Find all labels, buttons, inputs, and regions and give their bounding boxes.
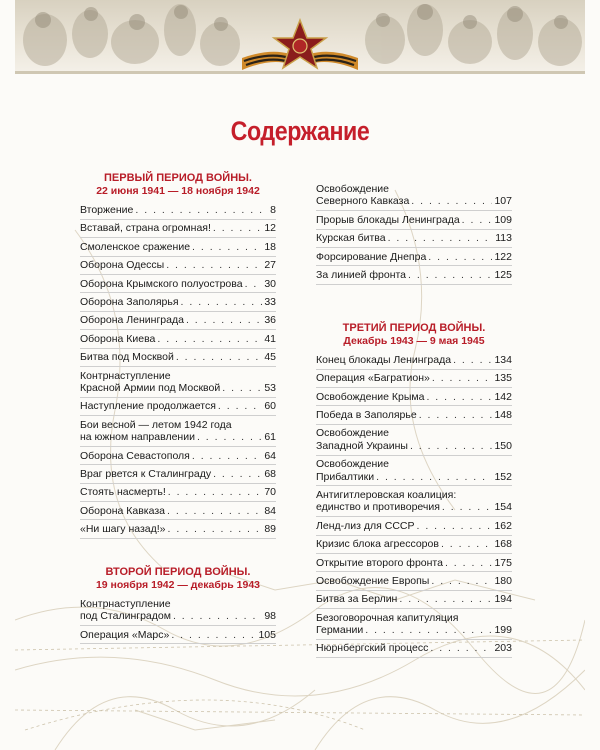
toc-left-column	[80, 172, 276, 647]
section-date-range: Декабрь 1943 — 9 мая 1945	[343, 334, 485, 347]
toc-entry[interactable]	[316, 642, 512, 658]
dot-leader	[157, 333, 262, 345]
toc-entry-row	[316, 232, 512, 244]
toc-entry[interactable]	[80, 505, 276, 521]
toc-entry[interactable]	[316, 612, 512, 640]
toc-entry-row	[316, 354, 512, 366]
toc-entry-title: «Ни шагу назад!»	[80, 523, 166, 536]
toc-entry[interactable]	[80, 296, 276, 312]
toc-entry[interactable]	[80, 351, 276, 367]
dot-leader	[176, 351, 262, 363]
toc-entry-title: Оборона Кавказа	[80, 504, 165, 517]
toc-entry-title: Оборона Ленинграда	[80, 314, 184, 327]
red-star-medal-icon	[240, 18, 360, 78]
toc-entry-title: Освобождение Европы	[316, 574, 430, 587]
toc-entry[interactable]	[316, 458, 512, 486]
toc-list-first-period	[80, 204, 276, 539]
toc-entry-row	[80, 296, 276, 308]
toc-entry[interactable]	[80, 486, 276, 502]
toc-page-number: 150	[494, 439, 512, 452]
toc-entry-title: Прибалтики	[316, 470, 375, 483]
toc-page-number: 12	[264, 222, 276, 235]
dot-leader	[399, 593, 492, 605]
toc-entry-title: Оборона Крымского полуострова	[80, 277, 243, 290]
dot-leader	[442, 501, 493, 513]
dot-leader	[411, 195, 492, 207]
toc-entry[interactable]	[316, 489, 512, 517]
dot-leader	[168, 486, 263, 498]
toc-entry-title: Кризис блока агрессоров	[316, 538, 439, 551]
dot-leader	[462, 214, 493, 226]
dot-leader	[186, 314, 262, 326]
toc-entry-row	[80, 523, 276, 535]
toc-entry-row	[316, 372, 512, 384]
toc-entry[interactable]	[80, 468, 276, 484]
toc-entry[interactable]	[80, 598, 276, 626]
toc-entry-title: под Сталинградом	[80, 610, 171, 623]
toc-entry-row	[80, 204, 276, 216]
section-date-range: 19 ноября 1942 — декабрь 1943	[95, 578, 261, 591]
toc-page-number: 142	[494, 390, 512, 403]
toc-entry[interactable]	[316, 409, 512, 425]
toc-entry-row	[316, 409, 512, 421]
toc-entry[interactable]	[80, 314, 276, 330]
dot-leader	[245, 278, 263, 290]
dot-leader	[171, 629, 256, 641]
toc-page-number: 122	[494, 250, 512, 263]
dot-leader	[410, 440, 493, 452]
toc-entry[interactable]	[80, 523, 276, 539]
toc-entry[interactable]	[316, 214, 512, 230]
toc-entry-title: Нюрнбергский процесс	[316, 642, 429, 655]
toc-entry-title: Победа в Заполярье	[316, 408, 417, 421]
toc-entry-title: на южном направлении	[80, 431, 195, 444]
toc-entry-row	[316, 557, 512, 569]
toc-entry-title: Оборона Севастополя	[80, 449, 190, 462]
toc-entry-row	[80, 278, 276, 290]
toc-entry-title: Битва за Берлин	[316, 593, 398, 606]
toc-entry-row	[316, 538, 512, 550]
toc-page-number: 125	[494, 268, 512, 281]
toc-entry-row	[316, 214, 512, 226]
toc-entry[interactable]	[80, 259, 276, 275]
toc-entry[interactable]	[316, 232, 512, 248]
dot-leader	[419, 409, 493, 421]
toc-entry[interactable]	[316, 427, 512, 455]
toc-page-number: 113	[495, 232, 512, 245]
toc-entry-title: Красной Армии под Москвой	[80, 381, 221, 394]
toc-page-number: 180	[494, 574, 512, 587]
toc-page-number: 175	[494, 556, 512, 569]
toc-entry[interactable]	[316, 251, 512, 267]
toc-entry-title: Прорыв блокады Ленинграда	[316, 213, 460, 226]
toc-page-number: 68	[264, 467, 276, 480]
toc-entry-title: Операция «Марс»	[80, 628, 170, 641]
toc-page-number: 98	[264, 610, 276, 623]
section-date-range: 22 июня 1941 — 18 ноября 1942	[96, 185, 260, 197]
dot-leader	[181, 296, 263, 308]
toc-page-number: 30	[264, 277, 276, 290]
toc-page-number: 70	[264, 486, 276, 499]
toc-entry-row	[316, 593, 512, 605]
toc-page-number: 135	[494, 372, 512, 385]
dot-leader	[166, 259, 262, 271]
toc-page-number: 107	[494, 195, 512, 208]
dot-leader	[426, 391, 492, 403]
dot-leader	[416, 520, 492, 532]
toc-entry-title: Ленд-лиз для СССР	[316, 519, 415, 532]
dot-leader	[430, 642, 492, 654]
toc-page-number: 194	[494, 593, 512, 606]
toc-page-number: 168	[494, 538, 512, 551]
toc-entry-row	[80, 486, 276, 498]
toc-entry-title-line: Освобождение	[316, 458, 389, 471]
toc-page-number: 33	[264, 295, 276, 308]
toc-entry-row	[316, 471, 512, 483]
toc-entry[interactable]	[316, 372, 512, 388]
dot-leader	[431, 575, 492, 587]
toc-page-number: 45	[264, 351, 276, 364]
toc-list-second-period-continued	[316, 183, 512, 285]
section-heading-first-period	[80, 172, 276, 198]
dot-leader	[453, 354, 492, 366]
toc-entry[interactable]	[80, 241, 276, 257]
toc-entry-row	[316, 251, 512, 263]
dot-leader	[408, 269, 492, 281]
toc-right-column	[316, 183, 512, 661]
toc-page-number: 41	[264, 332, 276, 345]
toc-entry[interactable]	[80, 400, 276, 416]
dot-leader	[197, 431, 262, 443]
toc-page-number: 105	[258, 628, 276, 641]
toc-entry[interactable]	[316, 557, 512, 573]
toc-entry-row	[80, 450, 276, 462]
toc-entry-title: Оборона Одессы	[80, 259, 165, 272]
dot-leader	[222, 382, 262, 394]
toc-entry-title: Смоленское сражение	[80, 240, 191, 253]
toc-entry-title: Вторжение	[80, 204, 134, 216]
section-title: ПЕРВЫЙ ПЕРИОД ВОЙНЫ.	[104, 172, 252, 184]
dot-leader	[173, 610, 262, 622]
toc-entry[interactable]	[316, 575, 512, 591]
toc-page-number: 60	[264, 400, 276, 413]
toc-page-number: 203	[494, 642, 512, 655]
toc-entry-title: Открытие второго фронта	[316, 556, 443, 569]
toc-entry[interactable]	[316, 269, 512, 285]
toc-page-number: 53	[264, 381, 276, 394]
toc-page-number: 148	[494, 408, 512, 421]
toc-entry-row	[316, 195, 512, 207]
toc-entry-title: Германии	[316, 624, 364, 637]
toc-entry-row	[316, 269, 512, 281]
toc-entry-row	[80, 610, 276, 622]
toc-entry-row	[316, 624, 512, 636]
dot-leader	[135, 204, 268, 216]
toc-page-number: 84	[264, 504, 276, 517]
dot-leader	[213, 468, 262, 480]
toc-entry-title: Оборона Заполярья	[80, 295, 179, 308]
toc-entry-row	[80, 431, 276, 443]
toc-page-number: 109	[494, 213, 512, 226]
dot-leader	[388, 232, 494, 244]
toc-entry-title: Враг рвется к Сталинграду	[80, 467, 212, 480]
toc-entry-title: Битва под Москвой	[80, 351, 174, 364]
toc-entry-row	[80, 241, 276, 253]
section-title: ВТОРОЙ ПЕРИОД ВОЙНЫ.	[105, 565, 251, 578]
toc-page-number: 199	[494, 624, 512, 637]
toc-entry-row	[316, 391, 512, 403]
toc-entry-title: Вставай, страна огромная!	[80, 222, 211, 235]
toc-entry[interactable]	[316, 538, 512, 554]
dot-leader	[432, 372, 493, 384]
toc-entry-title-line: Бои весной — летом 1942 года	[80, 418, 232, 431]
toc-entry[interactable]	[80, 419, 276, 447]
toc-entry-title: Конец блокады Ленинграда	[316, 353, 452, 366]
toc-entry-title: Освобождение Крыма	[316, 390, 425, 403]
toc-page-number: 162	[494, 519, 512, 532]
dot-leader	[428, 251, 492, 263]
section-title: ТРЕТИЙ ПЕРИОД ВОЙНЫ.	[342, 321, 486, 334]
toc-page-number: 61	[264, 431, 276, 444]
toc-entry[interactable]	[316, 593, 512, 609]
toc-entry-row	[80, 333, 276, 345]
dot-leader	[167, 505, 262, 517]
toc-entry[interactable]	[80, 370, 276, 398]
toc-entry-row	[80, 468, 276, 480]
toc-entry-title: Оборона Киева	[80, 332, 156, 345]
toc-entry-title-line: Освобождение	[316, 183, 389, 195]
toc-entry[interactable]	[80, 204, 276, 220]
toc-entry-row	[80, 222, 276, 234]
toc-page-number: 154	[494, 501, 512, 514]
toc-entry[interactable]	[80, 333, 276, 349]
toc-entry-title: Операция «Багратион»	[316, 372, 430, 385]
dot-leader	[168, 523, 263, 535]
dot-leader	[192, 450, 262, 462]
toc-entry-row	[80, 351, 276, 363]
toc-entry-title: Курская битва	[316, 232, 386, 245]
toc-entry-title: За линией фронта	[316, 268, 407, 281]
toc-entry[interactable]	[80, 450, 276, 466]
toc-entry-row	[80, 400, 276, 412]
toc-entry-title-line: Безоговорочная капитуляция	[316, 611, 459, 624]
toc-page-number: 36	[264, 314, 276, 327]
toc-page-number: 18	[264, 240, 276, 253]
toc-entry-title-line: Контрнаступление	[80, 369, 171, 382]
toc-entry-title-line: Антигитлеровская коалиция:	[316, 488, 457, 501]
toc-entry[interactable]	[316, 354, 512, 370]
toc-entry-row	[80, 314, 276, 326]
toc-entry-row	[316, 642, 512, 654]
toc-entry[interactable]	[316, 391, 512, 407]
toc-entry-title: Северного Кавказа	[316, 195, 410, 208]
toc-entry[interactable]	[80, 629, 276, 645]
toc-entry[interactable]	[80, 222, 276, 238]
section-heading-second-period	[80, 566, 276, 592]
toc-page-number: 27	[264, 259, 276, 272]
toc-entry-row	[80, 259, 276, 271]
toc-entry-title: Форсирование Днепра	[316, 250, 427, 263]
toc-list-third-period	[316, 354, 512, 659]
dot-leader	[218, 400, 262, 412]
toc-entry-title-line: Контрнаступление	[80, 597, 171, 610]
toc-page-number: 64	[264, 449, 276, 462]
page-title: Содержание	[230, 116, 370, 146]
toc-entry-row	[316, 440, 512, 452]
toc-entry-title: Западной Украины	[316, 439, 408, 452]
toc-entry-row	[316, 501, 512, 513]
toc-entry[interactable]	[316, 520, 512, 536]
toc-page-number: 152	[494, 470, 512, 483]
toc-page-number: 8	[270, 204, 276, 216]
dot-leader	[441, 538, 493, 550]
toc-entry-row	[316, 520, 512, 532]
toc-page-number: 89	[264, 523, 276, 536]
toc-entry-title-line: Освобождение	[316, 427, 389, 440]
dot-leader	[213, 222, 262, 234]
toc-entry[interactable]	[80, 278, 276, 294]
toc-entry[interactable]	[316, 183, 512, 211]
toc-entry-title: Стоять насмерть!	[80, 486, 166, 499]
toc-entry-row	[80, 505, 276, 517]
toc-list-second-period	[80, 598, 276, 645]
dot-leader	[192, 241, 262, 253]
toc-entry-title: Наступление продолжается	[80, 400, 216, 413]
dot-leader	[445, 557, 493, 569]
dot-leader	[376, 471, 492, 483]
toc-entry-row	[80, 629, 276, 641]
toc-entry-row	[80, 382, 276, 394]
toc-entry-title: единство и противоречия	[316, 501, 440, 514]
toc-page-number: 134	[494, 353, 512, 366]
dot-leader	[365, 624, 492, 636]
section-heading-third-period	[316, 322, 512, 348]
toc-entry-row	[316, 575, 512, 587]
